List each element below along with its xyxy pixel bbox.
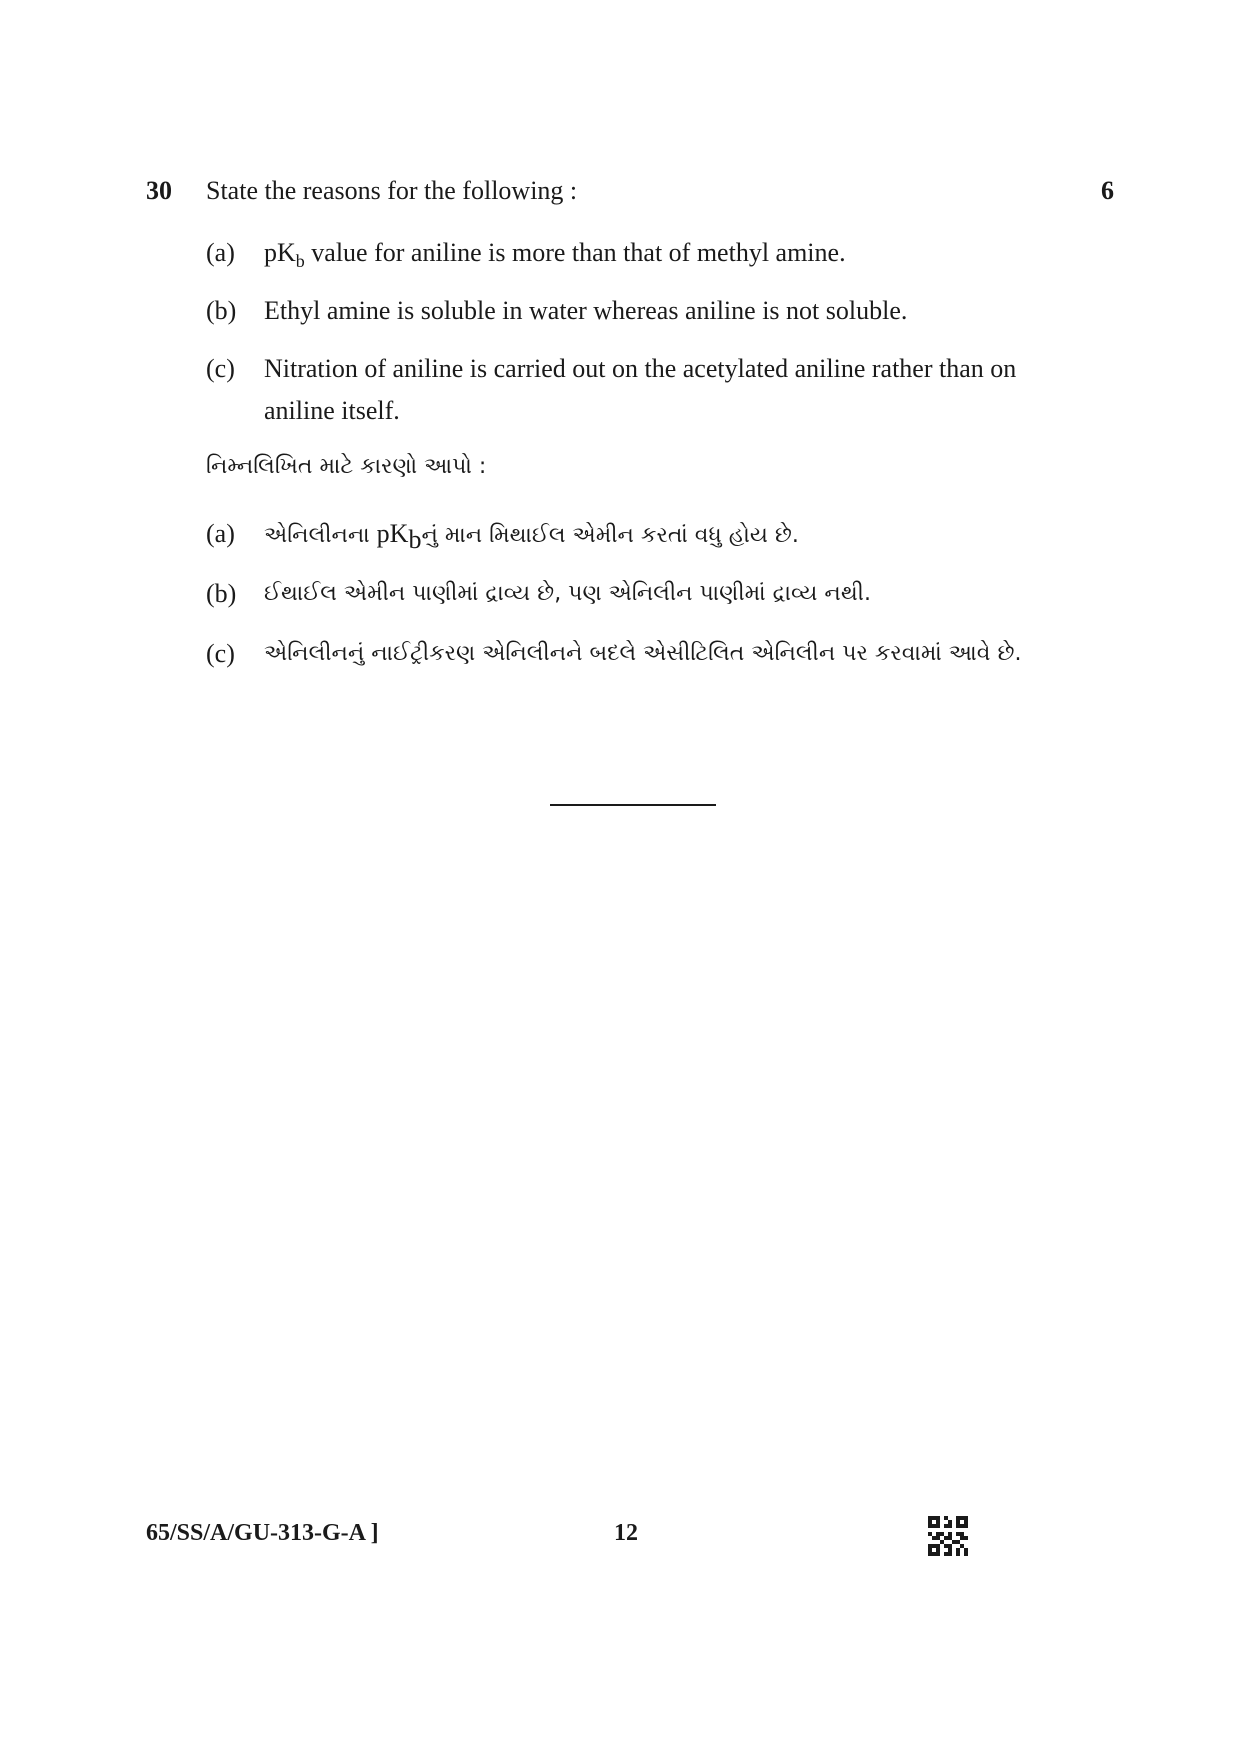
part-text: Nitration of aniline is carried out on the acetylated aniline rather than on aniline itself. bbox=[264, 354, 1017, 425]
part-label: (c) bbox=[206, 354, 235, 383]
part-text: એનિલીનના $pK_bનું$ માન મિથાઈલ એમીન કરતાં વધુ હોય છે. bbox=[264, 519, 799, 554]
page-number: 12 bbox=[614, 1520, 638, 1546]
paper-code: 65/SS/A/GU-313-G-A ] bbox=[146, 1520, 379, 1546]
question-stem-gujarati: નિમ્નલિખિત માટે કારણો આપો : bbox=[206, 454, 487, 479]
part-label: (a) bbox=[206, 238, 235, 267]
end-rule bbox=[550, 804, 716, 806]
question-marks: 6 bbox=[1101, 176, 1114, 205]
question-stem: State the reasons for the following : bbox=[206, 176, 578, 205]
part-label: (b) bbox=[206, 579, 237, 608]
question-number: 30 bbox=[146, 176, 172, 205]
part-label: (b) bbox=[206, 296, 237, 325]
part-text: એનિલીનનું નાઈટ્રીકરણ એનિલીનને બદલે એસીટિલિત એનિલીન પર કરવામાં આવે છે. bbox=[264, 641, 1022, 666]
part-label: (a) bbox=[206, 519, 235, 548]
part-label: (c) bbox=[206, 639, 235, 668]
qr-code-icon bbox=[928, 1516, 968, 1556]
part-text: ઈથાઈલ એમીન પાણીમાં દ્રાવ્ય છે, પણ એનિલીન પાણીમાં દ્રાવ્ય નથી. bbox=[264, 581, 871, 606]
part-text: Ethyl amine is soluble in water whereas aniline is not soluble. bbox=[264, 296, 908, 325]
part-text: $pK_b$ value for aniline is more than that of methyl amine. bbox=[264, 238, 846, 271]
